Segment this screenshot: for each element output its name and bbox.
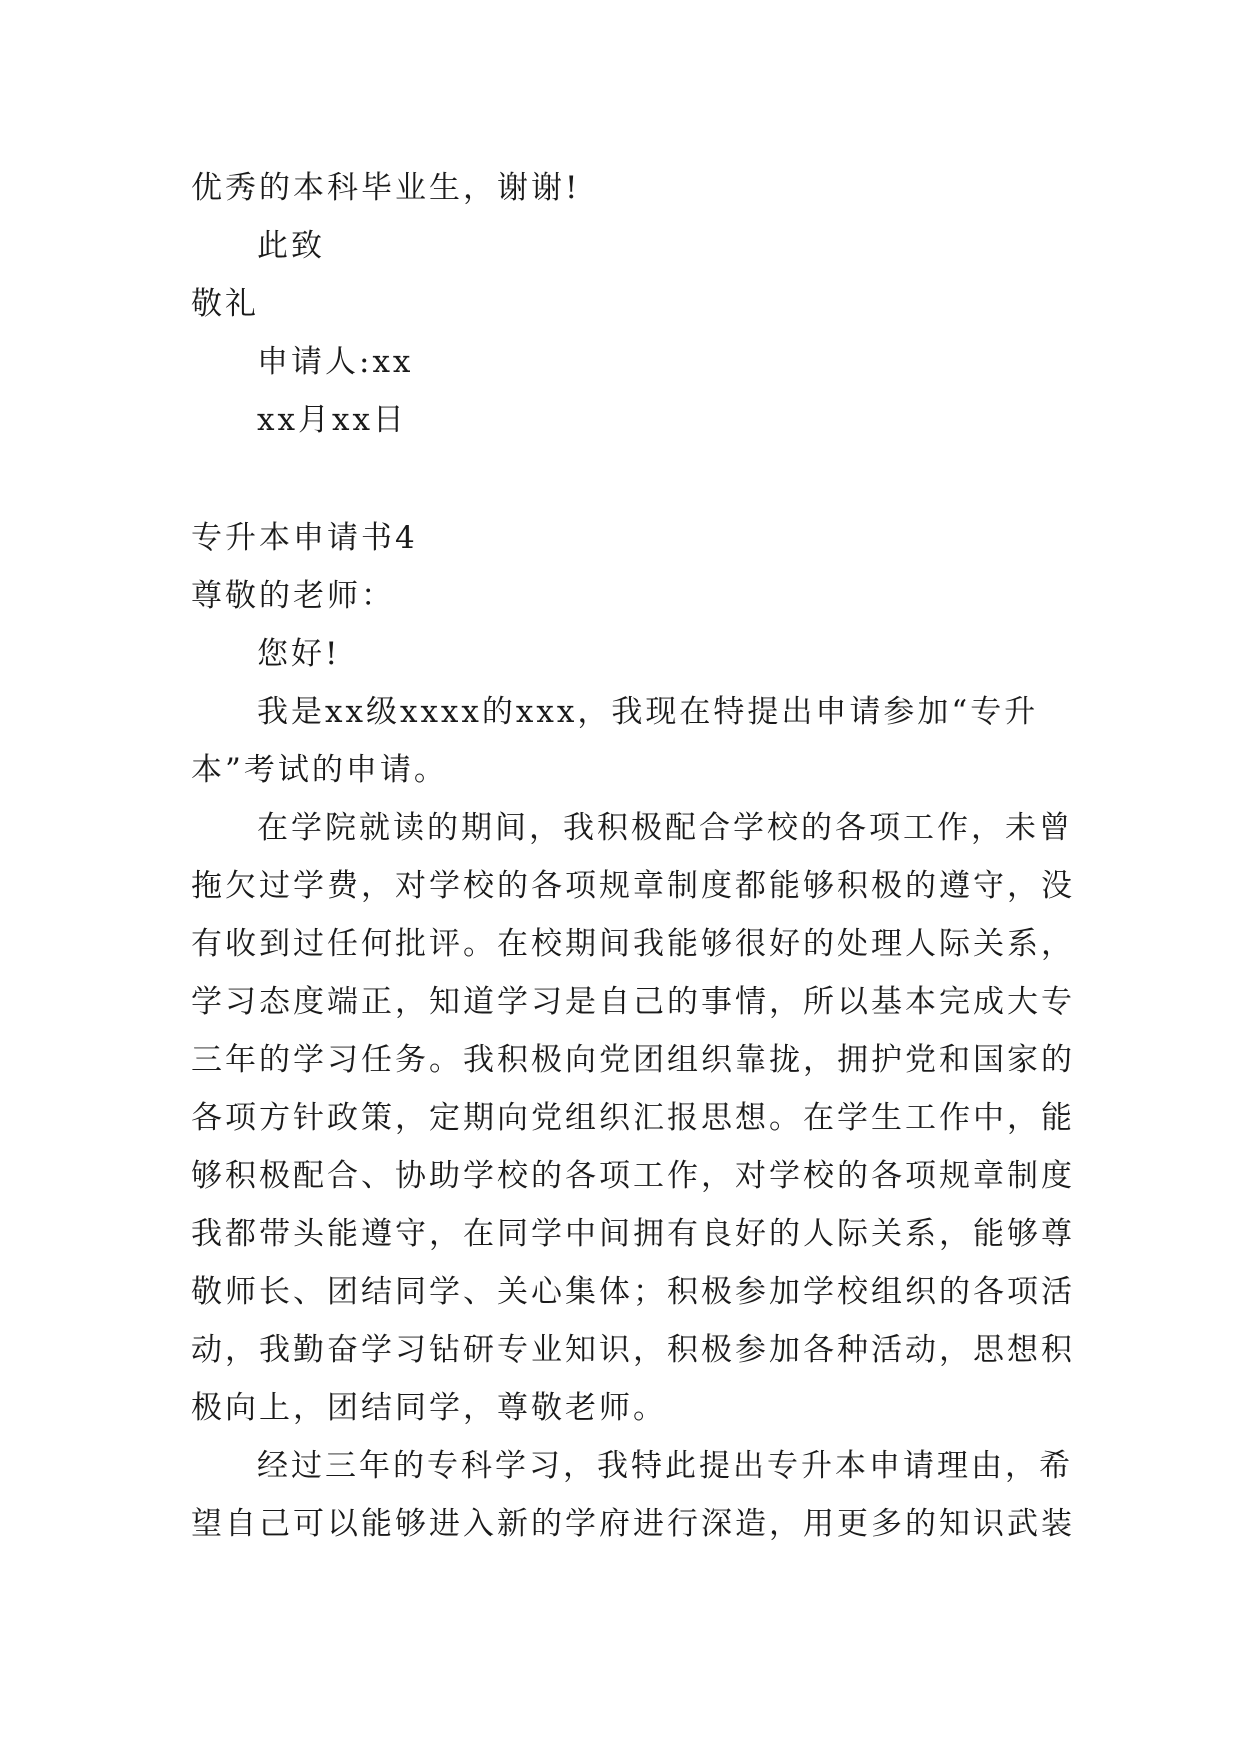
- letter-hello: 您好!: [257, 636, 341, 672]
- paragraph-line: 够积极配合、协助学校的各项工作，对学校的各项规章制度: [191, 1158, 1075, 1194]
- applicant-signature: 申请人:xx: [257, 344, 414, 380]
- paragraph-line: 各项方针政策，定期向党组织汇报思想。在学生工作中，能: [191, 1100, 1075, 1136]
- paragraph-line: 拖欠过学费，对学校的各项规章制度都能够积极的遵守，没: [191, 868, 1075, 904]
- salutation-cizhi: 此致: [257, 228, 325, 264]
- paragraph-line: 有收到过任何批评。在校期间我能够很好的处理人际关系，: [191, 926, 1075, 962]
- paragraph-line: 三年的学习任务。我积极向党团组织靠拢，拥护党和国家的: [191, 1042, 1075, 1078]
- paragraph-line: 在学院就读的期间，我积极配合学校的各项工作，未曾: [257, 810, 1073, 846]
- paragraph-line: 敬师长、团结同学、关心集体；积极参加学校组织的各项活: [191, 1274, 1075, 1310]
- closing-line: 优秀的本科毕业生，谢谢!: [191, 170, 581, 206]
- signature-date: xx月xx日: [257, 402, 407, 438]
- paragraph-line: 学习态度端正，知道学习是自己的事情，所以基本完成大专: [191, 984, 1075, 1020]
- letter-greeting: 尊敬的老师：: [191, 578, 395, 614]
- paragraph-line: 我都带头能遵守，在同学中间拥有良好的人际关系，能够尊: [191, 1216, 1075, 1252]
- section-title: 专升本申请书4: [191, 520, 418, 556]
- paragraph-line: 我是xx级xxxx的xxx，我现在特提出申请参加“专升: [257, 694, 1039, 730]
- paragraph-line: 极向上，团结同学，尊敬老师。: [191, 1390, 667, 1426]
- paragraph-line: 经过三年的专科学习，我特此提出专升本申请理由，希: [257, 1448, 1073, 1484]
- paragraph-line: 本”考试的申请。: [191, 752, 448, 788]
- salutation-jingli: 敬礼: [191, 286, 259, 322]
- paragraph-line: 望自己可以能够进入新的学府进行深造，用更多的知识武装: [191, 1506, 1075, 1542]
- paragraph-line: 动，我勤奋学习钻研专业知识，积极参加各种活动，思想积: [191, 1332, 1075, 1368]
